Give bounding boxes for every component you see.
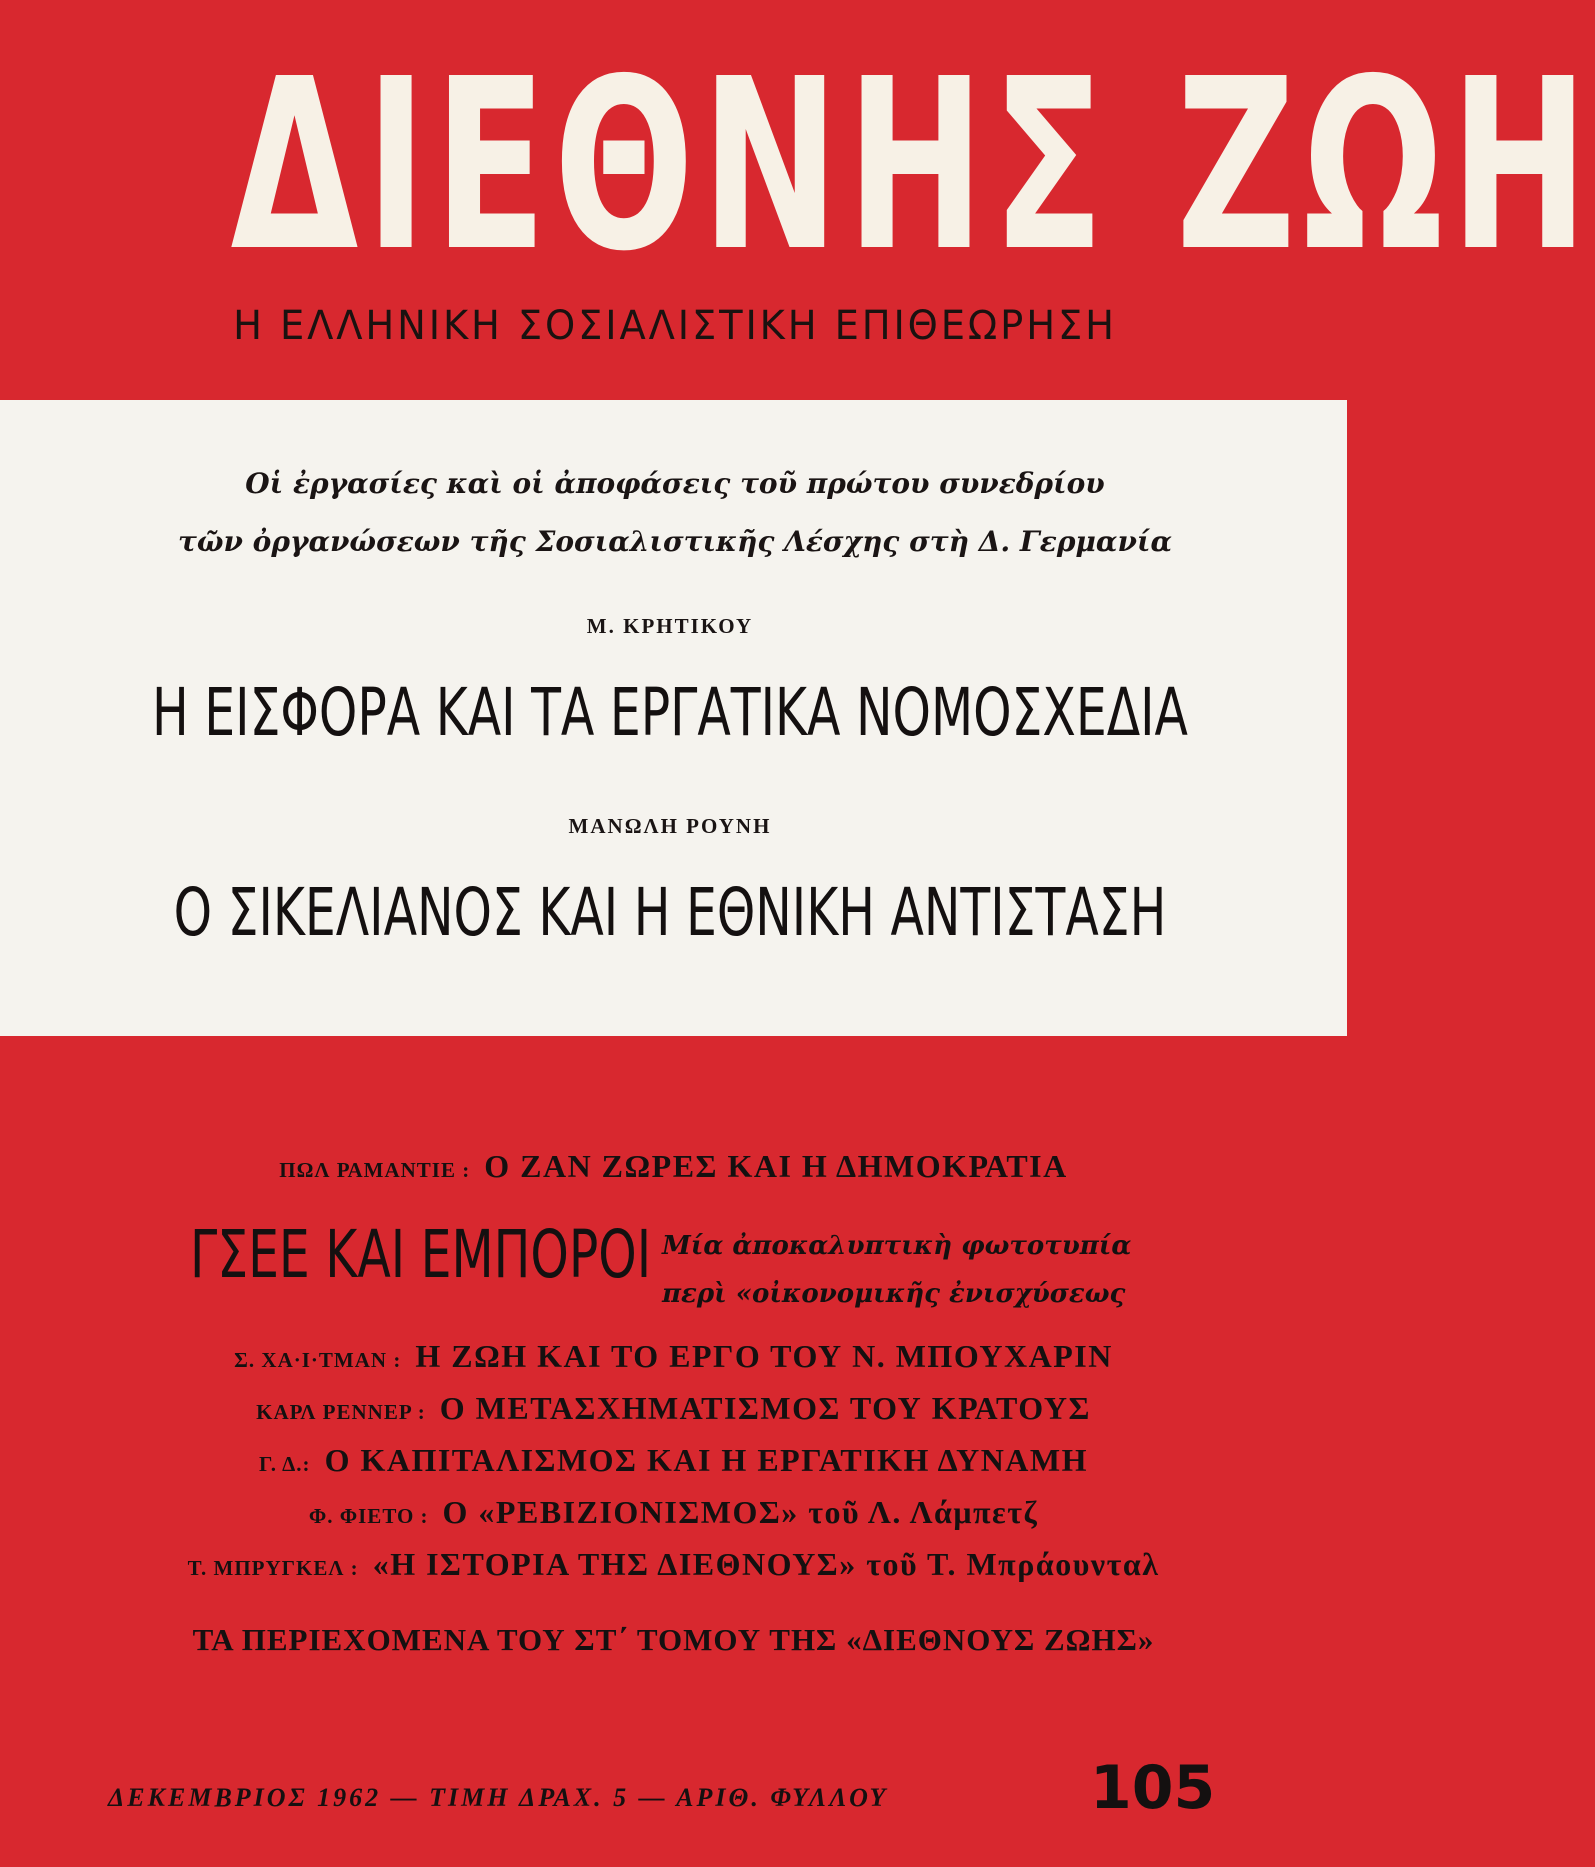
contents-item [0,1338,1347,1375]
contents-item [0,1390,1347,1427]
contents-item-author: Σ. ΧΑ·Ι·ΤΜΑΝ : [234,1348,402,1372]
contents-item-author: ΚΑΡΛ ΡΕΝΝΕΡ : [256,1400,426,1424]
volume-contents-line: ΤΑ ΠΕΡΙΕΧΟΜΕΝΑ ΤΟΥ ΣΤ΄ ΤΟΜΟΥ ΤΗΣ «ΔΙΕΘΝΟΥΣ ΖΩΗΣ» [192,1622,1155,1657]
contents-item [0,1442,1347,1479]
feature-intro-line-1: Οἱ ἐργασίες καὶ οἱ ἀποφάσεις τοῦ πρώτου συνεδρίου [245,467,1105,500]
contents-item-title: Ο ΖΑΝ ΖΩΡΕΣ ΚΑΙ Η ΔΗΜΟΚΡΑΤΙΑ [484,1148,1068,1184]
feature-intro [140,455,1210,571]
contents-item-title: Η ΖΩΗ ΚΑΙ ΤΟ ΕΡΓΟ ΤΟΥ Ν. ΜΠΟΥΧΑΡΙΝ [415,1338,1113,1374]
gsee-title: ΓΣΕΕ ΚΑΙ ΕΜΠΟΡΟΙ [190,1216,652,1293]
contents-item [0,1546,1347,1583]
contents-item [0,1148,1347,1185]
article-1-author: Μ. ΚΡΗΤΙΚΟΥ [586,614,754,638]
magazine-title: ΔΙΕΘΝΗΣ ΖΩΗ [230,28,1595,303]
contents-item-title: «Η ΙΣΤΟΡΙΑ ΤΗΣ ΔΙΕΘΝΟΥΣ» τοῦ Τ. Μπράουνταλ [372,1546,1160,1582]
contents-item-author: ΠΩΛ ΡΑΜΑΝΤΙΕ : [279,1158,471,1182]
feature-intro-line-2: τῶν ὀργανώσεων τῆς Σοσιαλιστικῆς Λέσχης στὴ Δ. Γερμανία [177,525,1172,558]
contents-item-title: Ο ΜΕΤΑΣΧΗΜΑΤΙΣΜΟΣ ΤΟΥ ΚΡΑΤΟΥΣ [439,1390,1091,1426]
gsee-subtitle-line-2: περὶ «οἰκονομικῆς ἐνισχύσεως [662,1279,1126,1309]
article-2-author: ΜΑΝΩΛΗ ΡΟΥΝΗ [568,814,772,838]
contents-item-title: Ο ΚΑΠΙΤΑΛΙΣΜΟΣ ΚΑΙ Η ΕΡΓΑΤΙΚΗ ΔΥΝΑΜΗ [324,1442,1088,1478]
issue-footer: ΔΕΚΕΜΒΡΙΟΣ 1962 — ΤΙΜΗ ΔΡΑΧ. 5 — ΑΡΙΘ. ΦΥΛΛΟΥ [108,1783,889,1812]
contents-item [0,1494,1347,1531]
contents-item-author: Φ. ΦΙΕΤΟ : [308,1504,429,1528]
magazine-tagline: Η ΕΛΛΗΝΙΚΗ ΣΟΣΙΑΛΙΣΤΙΚΗ ΕΠΙΘΕΩΡΗΣΗ [233,303,1117,349]
issue-number: 105 [1090,1753,1216,1823]
gsee-subtitle [662,1222,1182,1318]
gsee-subtitle-line-1: Μία ἀποκαλυπτικὴ φωτοτυπία [662,1231,1132,1261]
gsee-feature [190,1216,1190,1322]
contents-item-author: Γ. Δ.: [258,1452,311,1476]
article-2-title: Ο ΣΙΚΕΛΙΑΝΟΣ ΚΑΙ Η ΕΘΝΙΚΗ ΑΝΤΙΣΤΑΣΗ [173,874,1167,951]
article-1-title: Η ΕΙΣΦΟΡΑ ΚΑΙ ΤΑ ΕΡΓΑΤΙΚΑ ΝΟΜΟΣΧΕΔΙΑ [152,674,1188,751]
contents-item-title: Ο «ΡΕΒΙΖΙΟΝΙΣΜΟΣ» τοῦ Λ. Λάμπετζ [442,1494,1039,1530]
contents-item-author: Τ. ΜΠΡΥΓΚΕΛ : [187,1556,359,1580]
